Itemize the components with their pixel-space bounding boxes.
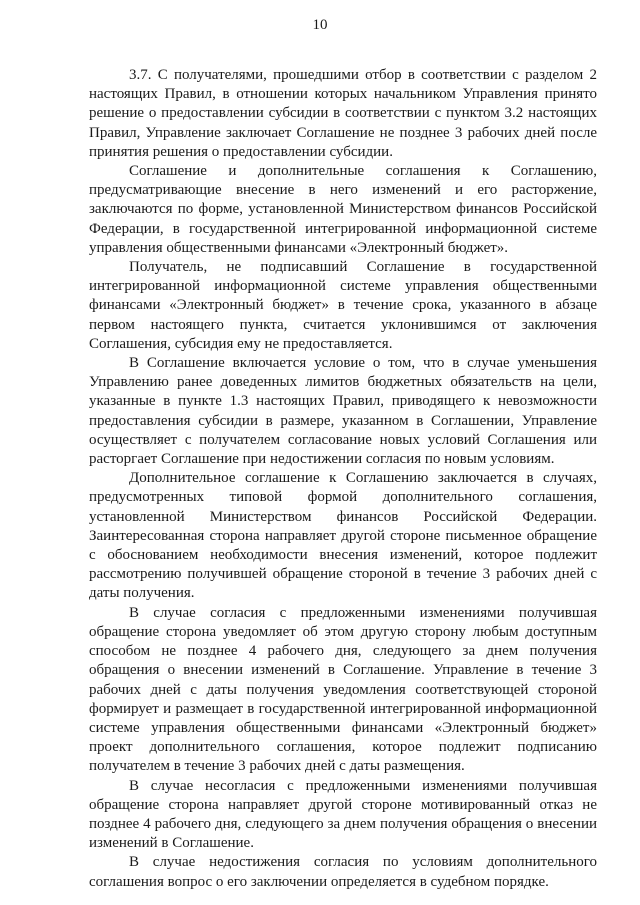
paragraph-3-7: 3.7. С получателями, прошедшими отбор в соответствии с разделом 2 настоящих Правил, в отношении которых начальником Управления принято решение о предоставлении субсидии в соответствии с пунктом 3.2 настоящих Правил, Управление заключает Соглашение не позднее 3 рабочих дней после принятия решения о предоставлении субсидии.	[89, 67, 597, 160]
paragraph-unsigned-recipient: Получатель, не подписавший Соглашение в государственной интегрированной информационной системе управления общественными финансами «Электронный бюджет» в течение срока, указанного в абзаце первом настоящего пункта, считается уклонившимся от заключения Соглашения, субсидия ему не предоставляется.	[89, 259, 597, 352]
paragraph-disagreement: В случае несогласия с предложенными изменениями получившая обращение сторона направляет другой стороне мотивированный отказ не позднее 4 рабочего дня, следующего за днем получения обращения о внесении изменений в Соглашение.	[89, 777, 597, 852]
paragraph-limits-reduction: В Соглашение включается условие о том, что в случае уменьшения Управлению ранее доведенных лимитов бюджетных обязательств на цели, указанные в пункте 1.3 настоящих Правил, приводящего к невозможности предоставления субсидии в размере, указанном в Соглашении, Управление осуществляет с получателем согласование новых условий Соглашения или расторгает Соглашение при недостижении согласия по новым условиям.	[89, 355, 597, 468]
page-number: 10	[312, 17, 328, 33]
paragraph-agreement-form: Соглашение и дополнительные соглашения к Соглашению, предусматривающие внесение в него изменений и его расторжение, заключаются по форме, установленной Министерством финансов Российской Федерации, в государственной интегрированной информационной системе управления общественными финансами «Электронный бюджет».	[89, 163, 597, 256]
document-body	[89, 66, 597, 892]
paragraph-consent: В случае согласия с предложенными изменениями получившая обращение сторона уведомляет об этом другую сторону любым доступным способом не позднее 4 рабочего дня, следующего за днем получения обращения о внесении изменений в Соглашение. Управление в течение 3 рабочих дней с даты получения уведомления соответствующей стороной формирует и размещает в государственной интегрированной информационной системе управления общественными финансами «Электронный бюджет» проект дополнительного соглашения, которое подлежит подписанию получателем в течение 3 рабочих дней с даты размещения.	[89, 604, 597, 775]
paragraph-court: В случае недостижения согласия по условиям дополнительного соглашения вопрос о его заключении определяется в судебном порядке.	[89, 854, 597, 890]
paragraph-additional-agreement: Дополнительное соглашение к Соглашению заключается в случаях, предусмотренных типовой формой дополнительного соглашения, установленной Министерством финансов Российской Федерации. Заинтересованная сторона направляет другой стороне письменное обращение с обоснованием необходимости внесения изменений, которое подлежит рассмотрению получившей обращение стороной в течение 3 рабочих дней с даты получения.	[89, 470, 597, 602]
